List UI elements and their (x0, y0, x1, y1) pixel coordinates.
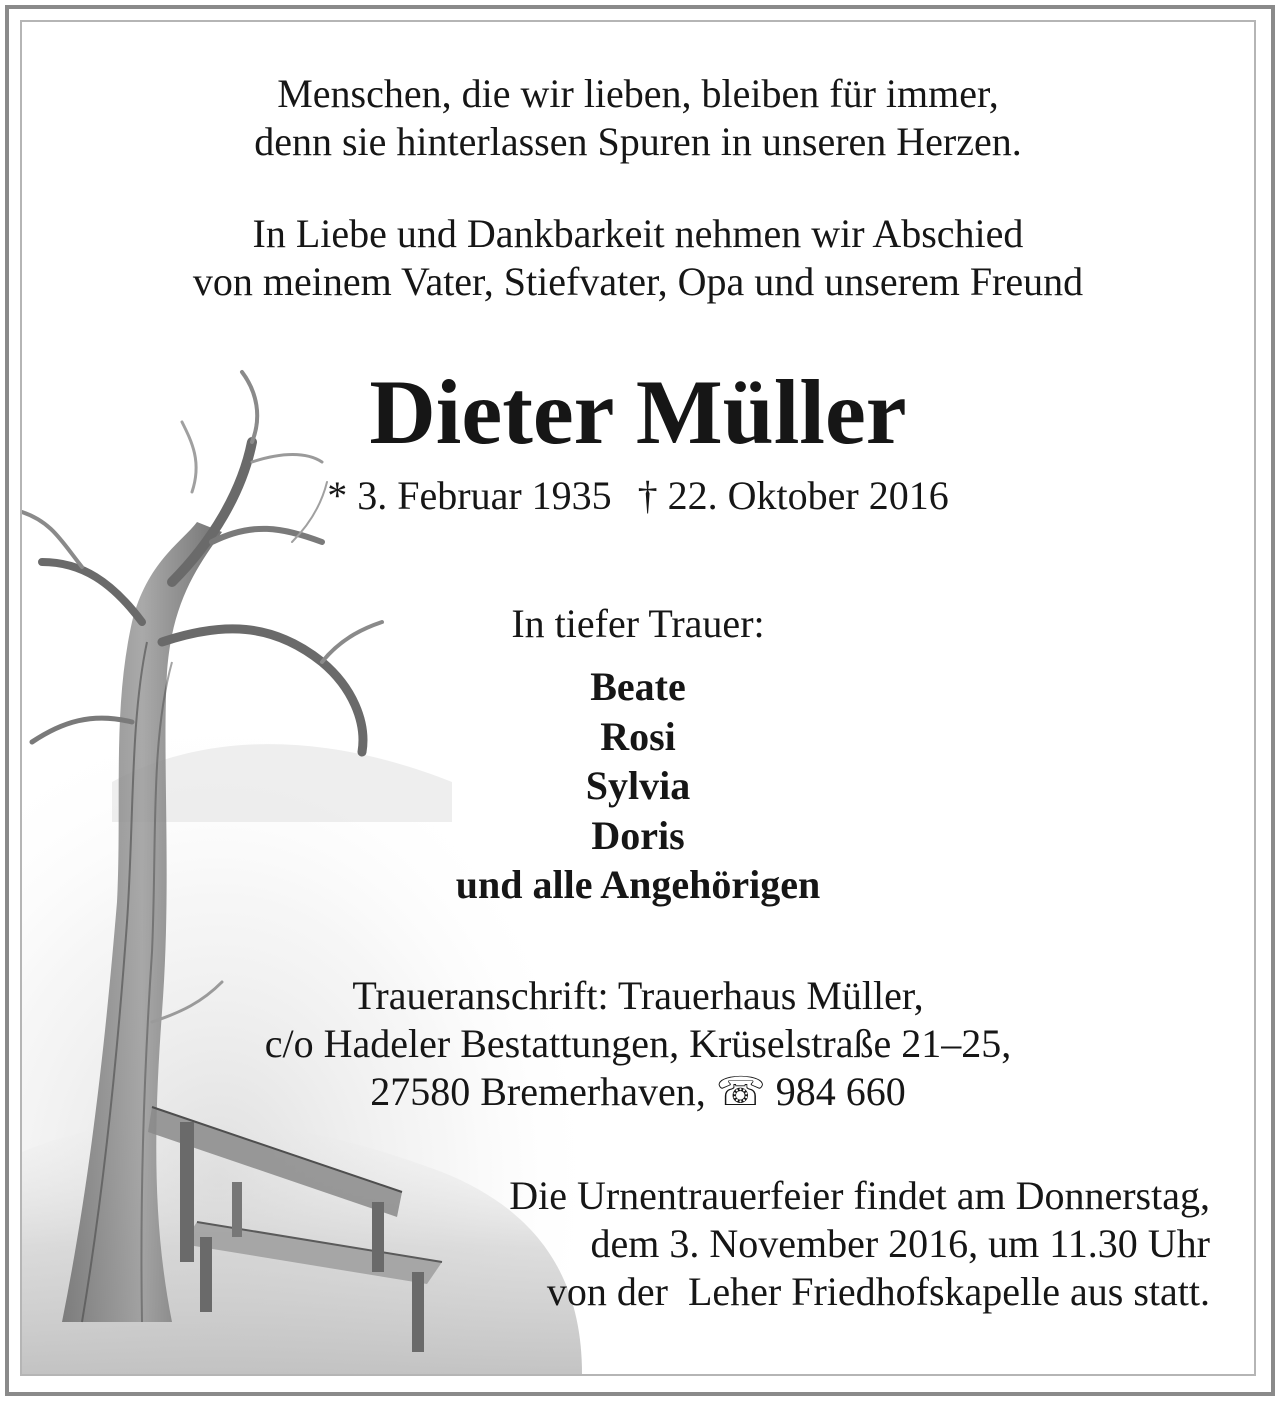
ceremony-notice (509, 1172, 1210, 1316)
mourning-label: In tiefer Trauer: (511, 601, 765, 646)
ceremony-line: Die Urnentrauerfeier findet am Donnerstag, (509, 1173, 1210, 1218)
mourner-name: Beate (590, 664, 686, 709)
farewell-intro (22, 210, 1254, 306)
death-date: † 22. Oktober 2016 (637, 473, 949, 518)
phone-number: 984 660 (775, 1069, 906, 1114)
memorial-quote (22, 70, 1254, 166)
address-line: Traueranschrift: Trauerhaus Müller, (352, 973, 924, 1018)
mourning-address (22, 972, 1254, 1116)
quote-line: denn sie hinterlassen Spuren in unseren Herzen. (254, 119, 1022, 164)
quote-line: Menschen, die wir lieben, bleiben für immer, (277, 71, 999, 116)
mourners-list (22, 662, 1254, 910)
intro-line: In Liebe und Dankbarkeit nehmen wir Abschied (252, 211, 1024, 256)
ceremony-line: von der Leher Friedhofskapelle aus statt. (546, 1269, 1210, 1314)
life-dates (22, 472, 1254, 520)
mourner-name: Rosi (600, 713, 676, 759)
address-line (22, 1068, 1254, 1116)
birth-date: * 3. Februar 1935 (327, 473, 612, 518)
ceremony-line: dem 3. November 2016, um 11.30 Uhr (590, 1221, 1210, 1266)
intro-line: von meinem Vater, Stiefvater, Opa und unserem Freund (192, 259, 1084, 304)
mourner-name: Sylvia (585, 763, 691, 808)
obituary-card (20, 20, 1256, 1376)
address-line: c/o Hadeler Bestattungen, Krüselstraße 21–25, (264, 1021, 1012, 1066)
address-city: 27580 Bremerhaven, (370, 1069, 706, 1114)
deceased-name: Dieter Müller (369, 361, 907, 463)
mourner-name: und alle Angehörigen (455, 862, 821, 907)
mourner-name: Doris (591, 812, 685, 858)
telephone-icon: ☏ (715, 1069, 766, 1114)
